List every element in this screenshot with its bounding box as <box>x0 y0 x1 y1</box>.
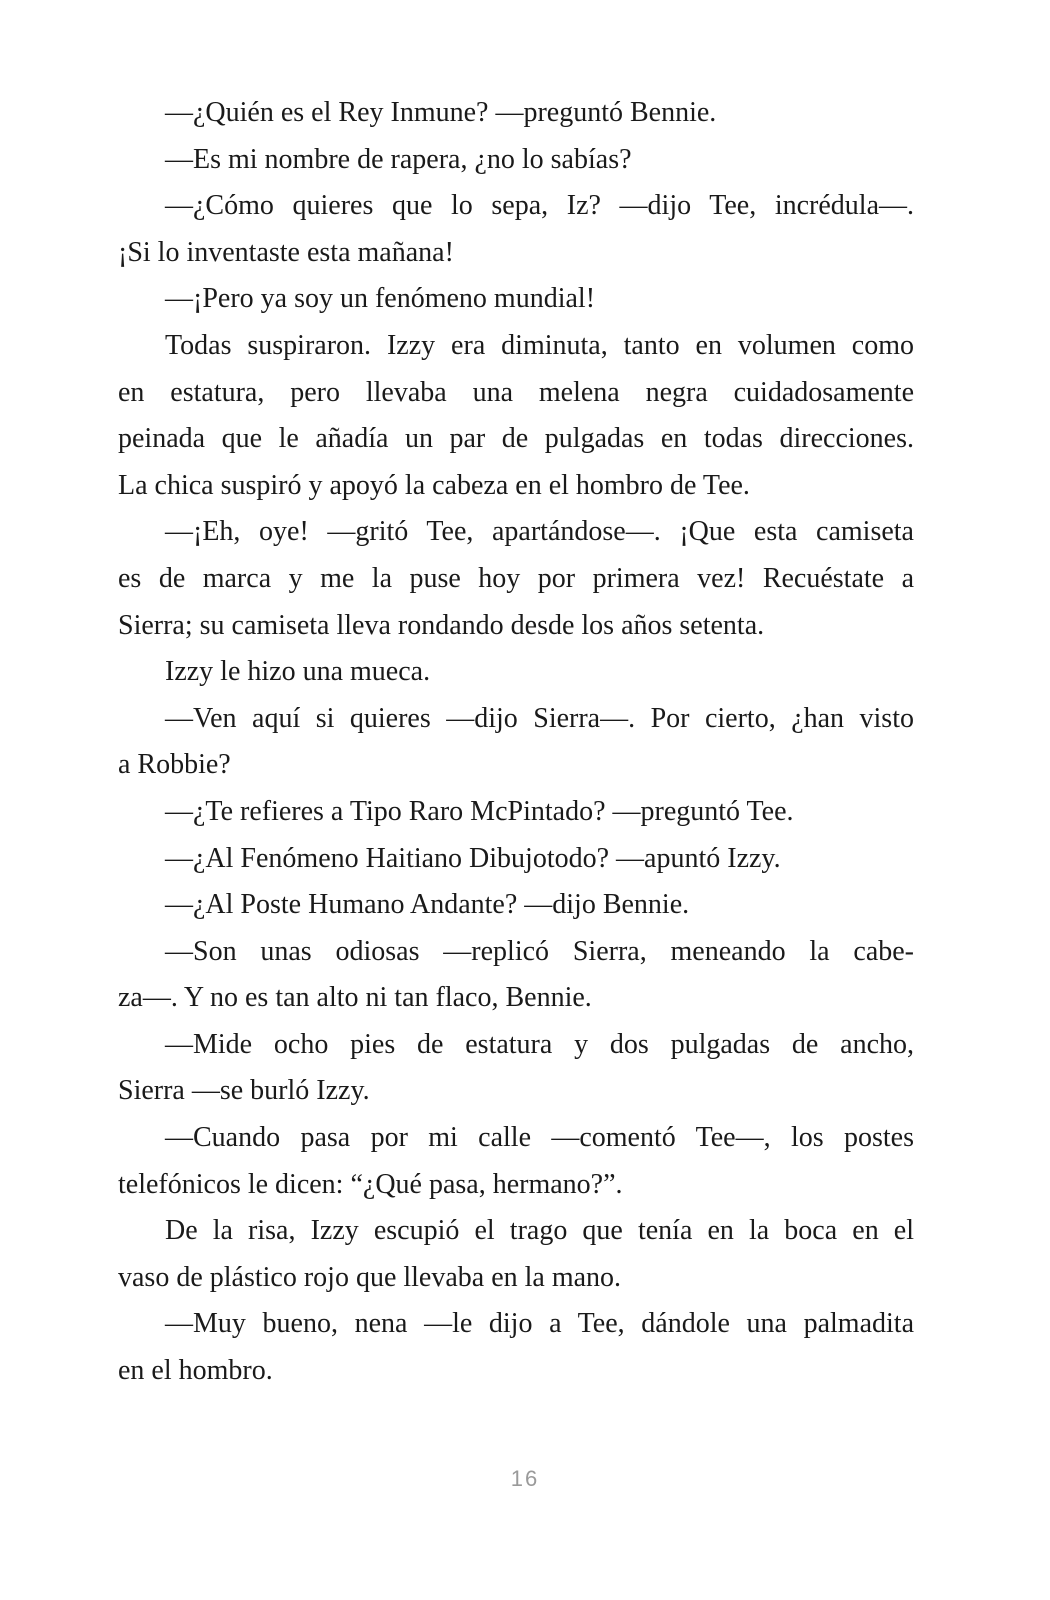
text-line: —Son unas odiosas —replicó Sierra, meneando la cabe- <box>165 935 914 967</box>
text-line: —¿Cómo quieres que lo sepa, Iz? —dijo Tee, incrédula—. <box>165 190 914 222</box>
text-line: —¿Al Poste Humano Andante? —dijo Bennie. <box>165 889 690 921</box>
text-line: ¡Si lo inventaste esta mañana! <box>118 236 454 268</box>
text-line: peinada que le añadía un par de pulgadas en todas direcciones. <box>118 423 914 455</box>
text-line: —Ven aquí si quieres —dijo Sierra—. Por cierto, ¿han visto <box>165 702 914 734</box>
text-line: es de marca y me la puse hoy por primera vez! Recuéstate a <box>118 562 914 594</box>
text-line: De la risa, Izzy escupió el trago que tenía en la boca en el <box>165 1215 914 1247</box>
text-line: La chica suspiró y apoyó la cabeza en el hombro de Tee. <box>118 469 750 501</box>
text-line: Izzy le hizo una mueca. <box>165 656 431 688</box>
text-line: a Robbie? <box>118 749 231 781</box>
text-line: —Es mi nombre de rapera, ¿no lo sabías? <box>165 143 632 175</box>
text-line: telefónicos le dicen: “¿Qué pasa, hermano?”. <box>118 1168 623 1200</box>
text-line: —Cuando pasa por mi calle —comentó Tee—, los postes <box>165 1122 914 1154</box>
text-line: —¿Al Fenómeno Haitiano Dibujotodo? —apuntó Izzy. <box>165 842 781 874</box>
text-line: Todas suspiraron. Izzy era diminuta, tanto en volumen como <box>165 329 914 361</box>
text-line: —¿Te refieres a Tipo Raro McPintado? —preguntó Tee. <box>165 795 794 827</box>
text-line: —¡Pero ya soy un fenómeno mundial! <box>165 283 596 315</box>
text-line: —¡Eh, oye! —gritó Tee, apartándose—. ¡Que esta camiseta <box>165 516 914 548</box>
text-line: en estatura, pero llevaba una melena negra cuidadosamente <box>118 376 914 408</box>
text-line: —Mide ocho pies de estatura y dos pulgadas de ancho, <box>165 1028 914 1060</box>
text-line: za—. Y no es tan alto ni tan flaco, Bennie. <box>118 982 592 1014</box>
text-line: Sierra; su camiseta lleva rondando desde los años setenta. <box>118 609 765 641</box>
text-line: vaso de plástico rojo que llevaba en la mano. <box>118 1261 622 1293</box>
body-text <box>118 90 914 1395</box>
text-line: en el hombro. <box>118 1355 273 1387</box>
text-line: —¿Quién es el Rey Inmune? —preguntó Bennie. <box>165 97 717 128</box>
text-line: —Muy bueno, nena —le dijo a Tee, dándole una palmadita <box>165 1308 914 1340</box>
text-line: Sierra —se burló Izzy. <box>118 1075 370 1107</box>
page-number: 16 <box>510 1466 540 1491</box>
